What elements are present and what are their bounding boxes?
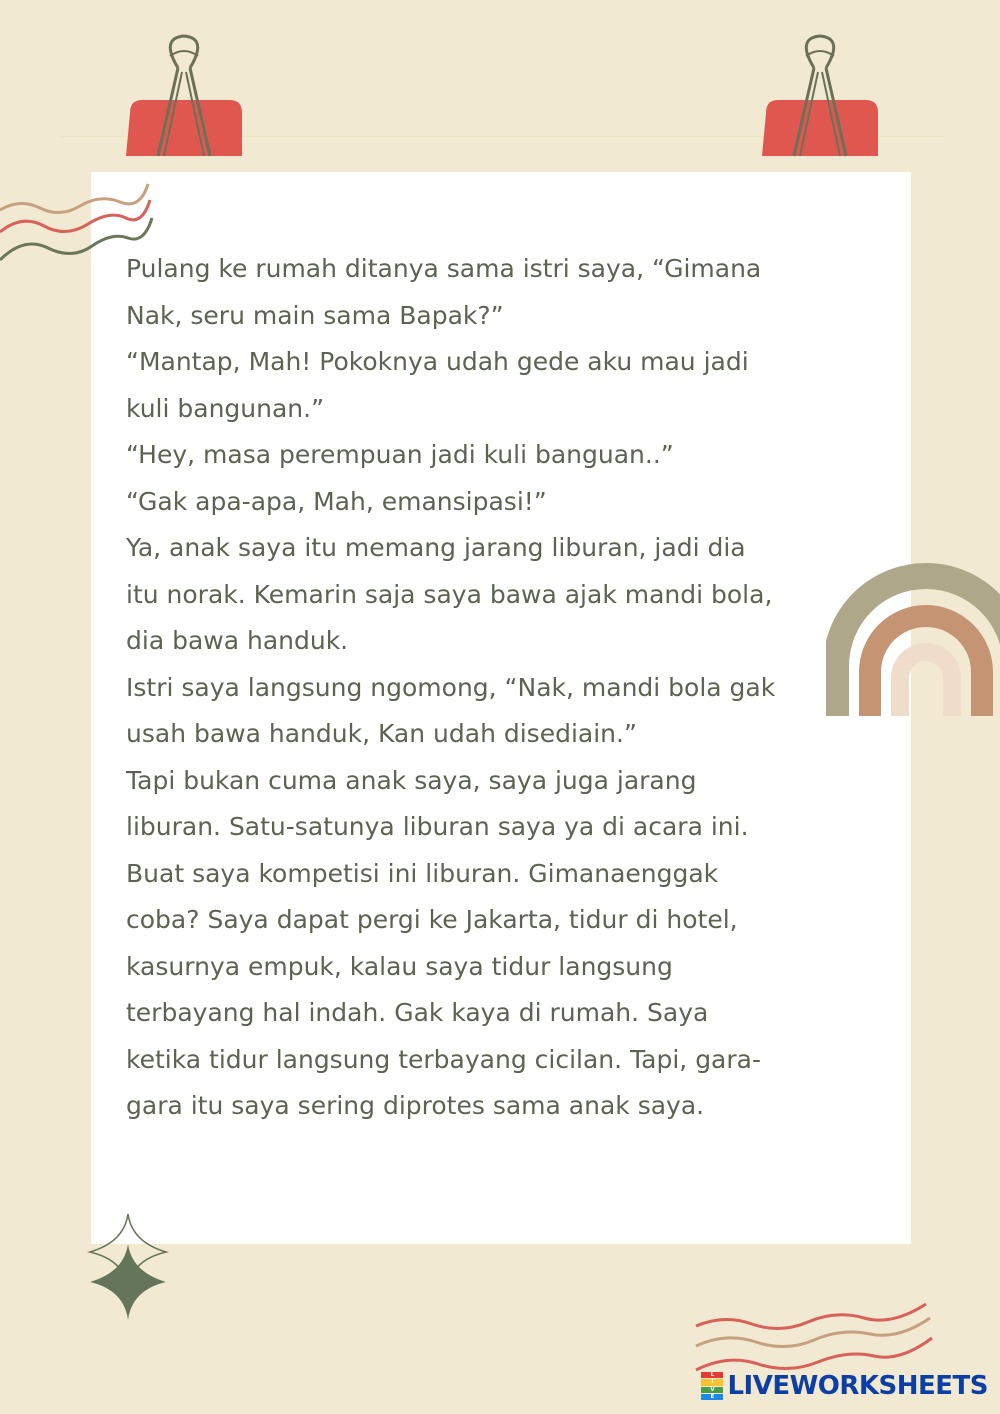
brand-mark-letter: I xyxy=(701,1379,723,1385)
story-line: ketika tidur langsung terbayang cicilan. Tapi, gara- xyxy=(126,1044,761,1074)
story-line: itu norak. Kemarin saja saya bawa ajak mandi bola, xyxy=(126,579,773,609)
story-line: terbayang hal indah. Gak kaya di rumah. Saya xyxy=(126,998,709,1027)
story-line: gara itu saya sering diprotes sama anak saya. xyxy=(126,1091,705,1120)
story-line: Istri saya langsung ngomong, “Nak, mandi bola gak xyxy=(126,672,776,702)
story-line: “Hey, masa perempuan jadi kuli banguan..” xyxy=(126,440,674,469)
story-line: Ya, anak saya itu memang jarang liburan, jadi dia xyxy=(126,533,746,562)
story-line: Nak, seru main sama Bapak?” xyxy=(126,300,504,330)
story-line: Tapi bukan cuma anak saya, saya juga jarang xyxy=(126,765,697,795)
liveworksheets-wordmark: LIVEWORKSHEETS xyxy=(727,1371,988,1401)
story-line: “Mantap, Mah! Pokoknya udah gede aku mau jadi xyxy=(126,347,749,376)
brand-mark-letter: L xyxy=(701,1372,723,1378)
liveworksheets-logo xyxy=(701,1368,988,1404)
story-text xyxy=(126,246,886,1130)
story-line: liburan. Satu-satunya liburan saya ya di acara ini. xyxy=(126,812,749,841)
story-line: “Gak apa-apa, Mah, emansipasi!” xyxy=(126,486,547,516)
brand-mark-letter: E xyxy=(701,1394,723,1400)
liveworksheets-mark-icon xyxy=(701,1372,723,1400)
story-line: Buat saya kompetisi ini liburan. Gimanaenggak xyxy=(126,858,719,888)
story-line: usah bawa handuk, Kan udah disediain.” xyxy=(126,719,637,748)
story-line: dia bawa handuk. xyxy=(126,626,349,655)
story-line: coba? Saya dapat pergi ke Jakarta, tidur di hotel, xyxy=(126,905,738,934)
story-line: kasurnya empuk, kalau saya tidur langsung xyxy=(126,951,673,981)
story-line: kuli bangunan.” xyxy=(126,393,325,423)
binder-clip-left-icon xyxy=(120,28,250,163)
story-line: Pulang ke rumah ditanya sama istri saya, “Gimana xyxy=(126,254,762,283)
sparkle-star-icon xyxy=(86,1212,170,1324)
brand-mark-letter: V xyxy=(701,1387,723,1393)
binder-clip-right-icon xyxy=(756,28,886,163)
